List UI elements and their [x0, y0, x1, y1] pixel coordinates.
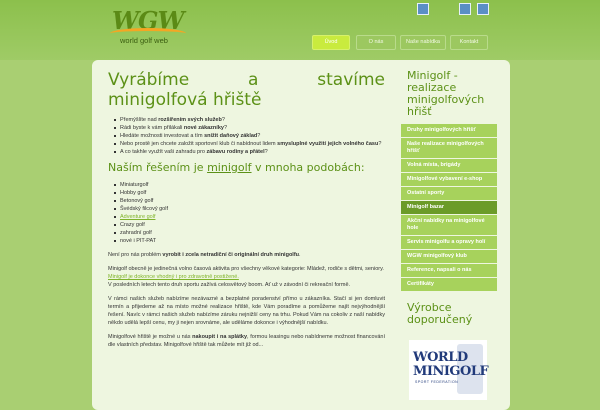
sidebar	[401, 70, 497, 400]
products-title: Výrobce doporučený	[407, 301, 473, 326]
sidebar-item-club[interactable]: WGW minigolfový klub	[401, 250, 497, 263]
nav-about[interactable]: O nás	[356, 35, 396, 50]
sidebar-item-certificates[interactable]: Certifikáty	[401, 278, 497, 291]
minigolf-types-list	[108, 181, 385, 245]
flag-icon[interactable]	[417, 3, 429, 15]
list-item: Miniaturgolf	[114, 181, 385, 189]
list-item: Hledáte možnosti investovat a tím snížit daňový základ?	[114, 132, 385, 140]
sidebar-item-types[interactable]: Druhy minigolfových hřišť	[401, 124, 497, 137]
logo-text: WGW	[112, 6, 184, 35]
adventure-golf-link[interactable]: Adventure golf	[120, 214, 156, 220]
subheading: Naším řešením je minigolf v mnoha podobách:	[108, 161, 365, 174]
list-item	[114, 213, 385, 221]
sidebar-item-bazaar[interactable]: Minigolf bazar	[401, 201, 497, 214]
paragraph: Minigolf obecně je jedinečná volno časová aktivita pro všechny věkové kategorie: Mládež, rodiče s dětmi, seniory. Minigolf je dokonce vhodný i pro zdravotně postižené. V posledních letech tento druh sportu zažívá celosvětový boom. Ať už v závodní či rekreační formě.	[108, 266, 384, 288]
paragraph: Není pro nás problém vyrobit i zcela netradiční či originální druh minigolfu.	[108, 252, 301, 258]
sidebar-menu	[401, 124, 497, 291]
sidebar-item-jobs[interactable]: Volná místa, brigády	[401, 159, 497, 172]
handicapped-link[interactable]: Minigolf je dokonce vhodný i pro zdravotně postižené.	[108, 274, 239, 280]
partner-logo[interactable]: WORLD MINIGOLF SPORT FEDERATION	[409, 340, 487, 400]
nav-home[interactable]: Úvod	[312, 35, 350, 50]
list-item: zahradní golf	[114, 229, 385, 237]
nav-contact[interactable]: Kontakt	[450, 35, 488, 50]
sidebar-item-realizations[interactable]: Naše realizace minigolfových hřišť	[401, 138, 497, 158]
flag-icon[interactable]	[459, 3, 471, 15]
nav-offer[interactable]: Naše nabídka	[400, 35, 446, 50]
minigolf-link[interactable]: minigolf	[207, 161, 252, 174]
list-item: Betonový golf	[114, 197, 385, 205]
sidebar-title: Minigolf - realizace minigolfových hřišť	[407, 70, 485, 118]
site-logo[interactable]	[108, 6, 198, 54]
main-content	[108, 70, 385, 410]
list-item: Švédský filcový golf	[114, 205, 385, 213]
list-item: Crazy golf	[114, 221, 385, 229]
list-item: nové i PIT-PAT	[114, 237, 385, 245]
sidebar-item-service[interactable]: Servis minigolfu a opravy holí	[401, 236, 497, 249]
list-item: Nebo prostě jen chcete založit sportovní klub či nabídnout lidem smysluplné využití jejich volného času?	[114, 140, 385, 148]
header	[0, 0, 600, 60]
list-item: A co takhle využít vaši zahradu pro zábavu rodiny a přátel?	[114, 148, 385, 156]
paragraph: Minigolfové hřiště je možné u nás nakoupit i na splátky, formou leasingu nebo nabídneme možnost financování dle vlastních představ. Minigolfové hřiště tak můžete mít již od...	[108, 334, 385, 348]
sidebar-item-eshop[interactable]: Minigolfové vybavení e-shop	[401, 173, 497, 186]
list-item: Rádi byste k vám přilákali nové zákazníky?	[114, 124, 385, 132]
list-item: Přemýšlíte nad rozšířením svých služeb?	[114, 116, 385, 124]
list-item: Hobby golf	[114, 189, 385, 197]
logo-subtitle: world golf web	[120, 36, 168, 45]
page-title: Vyrábíme a stavíme minigolfová hřiště	[108, 70, 385, 110]
flag-icon[interactable]	[477, 3, 489, 15]
sidebar-item-references[interactable]: Reference, napsali o nás	[401, 264, 497, 277]
question-list	[108, 116, 385, 156]
paragraph: V rámci našich služeb nabízíme nezávazné a bezplatné poradenství přímo u zákazníka. Stačí si jen domluvit termín a přijedeme až na místo možné realizace hřiště, kde Vám poradíme a pomůžeme najít nejvýhodnější řešení. Navíc v rámci našich služeb nabízíme záruku nejnižší ceny na trhu. Pokud Vám na cokoliv z naší nabídky někdo udělá lepší cenu, my ji nejen srovnáme, ale uděláme dokonce i výhodnější nabídku.	[108, 296, 385, 326]
sidebar-item-other-sports[interactable]: Ostatní sporty	[401, 187, 497, 200]
sidebar-item-offers[interactable]: Akční nabídky na minigolfové hole	[401, 215, 497, 235]
